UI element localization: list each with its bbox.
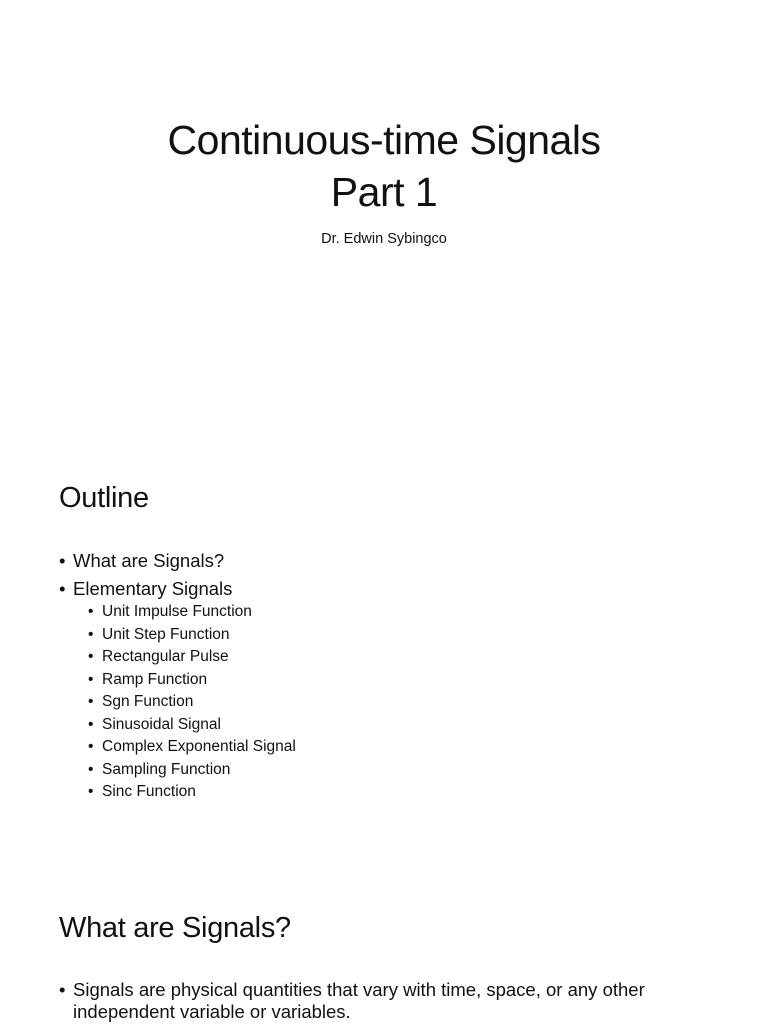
signals-list — [59, 979, 729, 1023]
slide-title — [0, 114, 768, 218]
outline-item-label: Elementary Signals — [73, 578, 233, 599]
outline-sublist — [73, 601, 296, 804]
outline-subitem: • Ramp Function — [88, 669, 296, 692]
title-slide — [0, 0, 768, 432]
signals-slide — [0, 864, 768, 1024]
outline-item — [59, 547, 296, 575]
title-line-1: Continuous-time Signals — [167, 117, 601, 163]
outline-slide — [0, 432, 768, 864]
signals-bullet: • Signals are physical quantities that vary with time, space, or any other independent variable or variables. — [59, 979, 729, 1023]
outline-subitem: • Sgn Function — [88, 691, 296, 714]
outline-subitem: • Sinc Function — [88, 781, 296, 804]
outline-subitem: • Sinusoidal Signal — [88, 714, 296, 737]
outline-subitem: • Rectangular Pulse — [88, 646, 296, 669]
title-line-2: Part 1 — [330, 169, 438, 215]
outline-heading: Outline — [59, 482, 149, 514]
outline-subitem: • Unit Step Function — [88, 624, 296, 647]
outline-subitem: • Sampling Function — [88, 759, 296, 782]
outline-list — [59, 547, 296, 804]
outline-item-label: What are Signals? — [73, 550, 225, 571]
outline-item — [59, 575, 296, 804]
outline-subitem: • Unit Impulse Function — [88, 601, 296, 624]
signals-heading: What are Signals? — [59, 912, 291, 944]
outline-subitem: • Complex Exponential Signal — [88, 736, 296, 759]
author-name: Dr. Edwin Sybingco — [321, 231, 447, 247]
